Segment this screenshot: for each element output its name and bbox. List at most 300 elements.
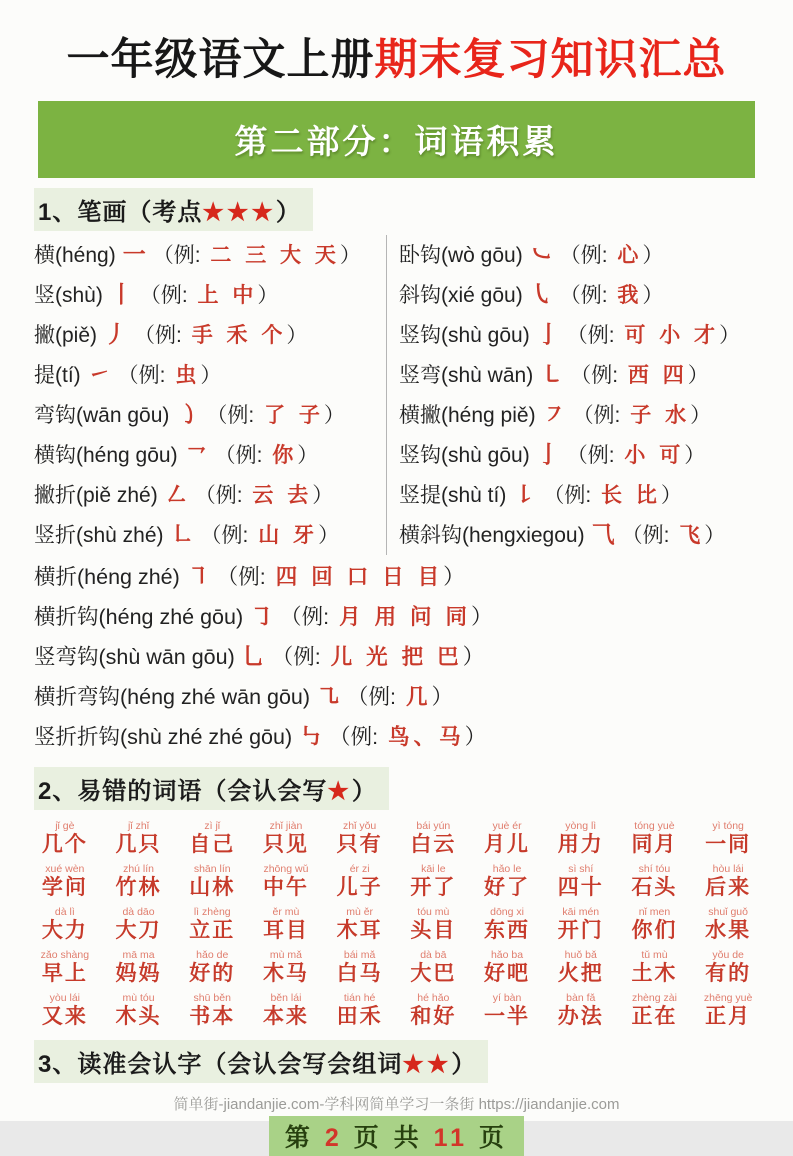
word-cell <box>249 863 323 901</box>
stroke-name: 横撇(héng piě) <box>399 404 536 427</box>
stroke-row <box>34 597 759 637</box>
example-open: （例: <box>200 524 255 547</box>
word-cell <box>323 863 397 901</box>
stroke-name: 竖折(shù zhé) <box>34 524 164 547</box>
word-pinyin: shí tóu <box>638 863 671 875</box>
word-cell <box>323 820 397 858</box>
word-hanzi: 一半 <box>484 1005 531 1028</box>
stroke-list-right-column <box>386 235 759 555</box>
example-close: ） <box>200 364 222 387</box>
example-open: （例: <box>543 484 598 507</box>
stroke-row <box>34 435 386 475</box>
example-close: ） <box>462 645 485 669</box>
word-pinyin: yǒu de <box>712 949 744 961</box>
example-open: （例: <box>329 725 385 749</box>
word-hanzi: 有的 <box>705 962 752 985</box>
example-close: ） <box>312 484 334 507</box>
word-hanzi: 学问 <box>41 876 88 899</box>
example-close: ） <box>286 324 308 347</box>
word-cell <box>618 949 692 987</box>
stroke-name: 横折钩(héng zhé gōu) <box>34 605 244 629</box>
word-cell <box>396 992 470 1030</box>
word-cell <box>396 906 470 944</box>
word-pinyin: jǐ gè <box>55 820 75 832</box>
word-pinyin: kāi mén <box>562 906 600 918</box>
example-open: （例: <box>621 524 676 547</box>
word-pinyin: huǒ bǎ <box>564 949 597 961</box>
stroke-examples: 了 子 <box>264 404 324 427</box>
stroke-row <box>399 355 759 395</box>
section-heading-2 <box>34 767 389 810</box>
example-close: ） <box>642 244 664 267</box>
stroke-examples: 二 三 大 天 <box>210 244 340 267</box>
word-cell <box>175 863 249 901</box>
word-hanzi: 火把 <box>557 962 604 985</box>
stroke-glyph: ㇁ <box>176 401 200 427</box>
word-cell <box>691 820 765 858</box>
word-hanzi: 同月 <box>631 833 678 856</box>
stroke-row <box>34 355 386 395</box>
word-cell <box>102 992 176 1030</box>
word-pinyin: bàn fǎ <box>566 992 596 1004</box>
word-cell <box>396 949 470 987</box>
stroke-name: 竖提(shù tí) <box>399 484 507 507</box>
stroke-glyph: ⺄ <box>591 521 615 547</box>
word-cell <box>618 820 692 858</box>
stroke-row <box>34 315 386 355</box>
word-hanzi: 开了 <box>410 876 457 899</box>
word-hanzi: 木耳 <box>336 919 383 942</box>
word-hanzi: 月儿 <box>484 833 531 856</box>
stroke-name: 横斜钩(hengxiegou) <box>399 524 585 547</box>
word-pinyin: tián hé <box>343 992 376 1004</box>
page-number-badge <box>269 1116 524 1156</box>
word-cell <box>618 906 692 944</box>
example-close: ） <box>257 284 279 307</box>
word-cell <box>102 949 176 987</box>
word-cell <box>28 949 102 987</box>
footer-label: 页 <box>479 1124 509 1152</box>
footer-label: 第 <box>284 1124 314 1152</box>
stroke-glyph: ㇃ <box>529 241 553 267</box>
stroke-examples: 可 小 才 <box>624 324 720 347</box>
stroke-row <box>34 235 386 275</box>
word-pinyin: zhǐ yǒu <box>343 820 377 832</box>
stroke-glyph: ㇙ <box>513 481 537 507</box>
example-close: ） <box>687 364 709 387</box>
word-hanzi: 本来 <box>262 1005 309 1028</box>
word-hanzi: 开门 <box>557 919 604 942</box>
stroke-row <box>399 315 759 355</box>
stroke-glyph: ㇂ <box>529 281 553 307</box>
word-hanzi: 大巴 <box>410 962 457 985</box>
word-hanzi: 白马 <box>336 962 383 985</box>
word-pinyin: zhōng wǔ <box>263 863 309 875</box>
word-hanzi: 立正 <box>189 919 236 942</box>
example-close: ） <box>464 725 487 749</box>
page-footer <box>0 1116 793 1156</box>
stroke-name: 竖钩(shù gōu) <box>399 324 530 347</box>
stroke-name: 竖钩(shù gōu) <box>399 444 530 467</box>
total-page-number: 11 <box>433 1124 469 1152</box>
star-icons: ★★★ <box>202 199 276 226</box>
word-pinyin: hé hǎo <box>417 992 450 1004</box>
word-pinyin: hǎo ba <box>490 949 524 961</box>
word-cell <box>102 906 176 944</box>
heading-close: ） <box>451 1051 477 1078</box>
example-open: （例: <box>347 685 402 709</box>
stroke-examples: 山 牙 <box>258 524 319 547</box>
word-hanzi: 几只 <box>115 833 162 856</box>
stroke-examples: 我 <box>617 284 643 307</box>
stroke-name: 弯钩(wān gōu) <box>34 404 170 427</box>
word-pinyin: mā ma <box>122 949 155 961</box>
stroke-name: 撇(piě) <box>34 324 98 347</box>
page-title-red: 期末复习知识汇总 <box>374 36 727 84</box>
word-hanzi: 石头 <box>631 876 678 899</box>
word-pinyin: zhèng zài <box>631 992 677 1004</box>
example-close: ） <box>339 244 361 267</box>
stroke-row <box>399 435 759 475</box>
stroke-glyph: ㇗ <box>170 521 194 547</box>
example-open: （例: <box>139 284 194 307</box>
example-open: （例: <box>117 364 172 387</box>
word-cell <box>323 992 397 1030</box>
example-close: ） <box>660 484 682 507</box>
word-pinyin: běn lái <box>270 992 302 1004</box>
stroke-glyph: 亅 <box>536 441 560 467</box>
word-hanzi: 自己 <box>189 833 236 856</box>
stroke-name: 横钩(héng gōu) <box>34 444 178 467</box>
word-cell <box>28 820 102 858</box>
example-open: （例: <box>216 565 272 589</box>
word-cell <box>175 949 249 987</box>
stroke-row <box>399 235 759 275</box>
word-cell <box>618 992 692 1030</box>
stroke-row <box>34 717 759 757</box>
word-hanzi: 木马 <box>262 962 309 985</box>
stroke-name: 提(tí) <box>34 364 81 387</box>
word-pinyin: lì zhèng <box>193 906 231 918</box>
section-heading-3 <box>34 1040 488 1083</box>
word-hanzi: 中午 <box>262 876 309 899</box>
stroke-examples: 心 <box>617 244 643 267</box>
example-close: ） <box>443 565 465 589</box>
stroke-glyph: 乚 <box>241 643 265 669</box>
stroke-examples: 飞 <box>679 524 705 547</box>
stroke-glyph: 丿 <box>104 321 128 347</box>
word-pinyin: bái mǎ <box>343 949 376 961</box>
word-pinyin: mù tóu <box>122 992 155 1004</box>
word-cell <box>470 992 544 1030</box>
word-pinyin: dà dāo <box>122 906 155 918</box>
word-pinyin: shū běn <box>193 992 231 1004</box>
word-hanzi: 水果 <box>705 919 752 942</box>
stroke-glyph: ㇈ <box>317 683 341 709</box>
word-cell <box>470 906 544 944</box>
stroke-glyph: ㇖ <box>184 441 208 467</box>
word-pinyin: zhú lín <box>123 863 154 875</box>
word-hanzi: 早上 <box>41 962 88 985</box>
section-banner: 第二部分：词语积累 <box>38 101 755 178</box>
word-hanzi: 和好 <box>410 1005 457 1028</box>
word-cell <box>691 949 765 987</box>
word-cell <box>175 992 249 1030</box>
word-hanzi: 田禾 <box>336 1005 383 1028</box>
stroke-list-left-column <box>34 235 386 555</box>
stroke-name: 卧钩(wò gōu) <box>399 244 523 267</box>
section-heading-1 <box>34 188 313 231</box>
current-page-number: 2 <box>324 1124 343 1152</box>
stroke-list-columns <box>34 235 759 555</box>
word-pinyin: zì jǐ <box>204 820 221 832</box>
word-pinyin: tǔ mù <box>641 949 668 961</box>
word-pinyin: zǎo shàng <box>40 949 90 961</box>
word-pinyin: zhēng yuè <box>703 992 753 1004</box>
heading-text: 2、易错的词语（会认会写 <box>38 778 328 805</box>
word-pinyin: yí bàn <box>492 992 522 1004</box>
word-cell <box>175 820 249 858</box>
stroke-row <box>399 475 759 515</box>
stroke-examples: 你 <box>272 444 298 467</box>
word-cell <box>691 906 765 944</box>
example-open: （例: <box>152 244 207 267</box>
heading-close: ） <box>351 778 377 805</box>
word-cell <box>544 820 618 858</box>
word-cell <box>470 949 544 987</box>
word-cell <box>544 906 618 944</box>
word-pinyin: mù mǎ <box>269 949 302 961</box>
word-cell <box>470 820 544 858</box>
watermark-text: 简单街-jiandanjie.com-学科网简单学习一条街 https://jiandanjie.com <box>173 1096 620 1113</box>
word-pinyin: shuǐ guǒ <box>708 906 748 918</box>
example-close: ） <box>431 685 454 709</box>
example-open: （例: <box>559 244 614 267</box>
stroke-row <box>34 515 386 555</box>
stroke-examples: 鸟、马 <box>388 725 465 749</box>
stroke-row <box>34 475 386 515</box>
word-hanzi: 正在 <box>631 1005 678 1028</box>
stroke-name: 横(héng) <box>34 244 116 267</box>
word-cell <box>249 906 323 944</box>
stroke-glyph: ㇆ <box>250 603 274 629</box>
example-open: （例: <box>566 444 621 467</box>
word-cell <box>102 820 176 858</box>
example-open: （例: <box>559 284 614 307</box>
word-pinyin: nǐ men <box>638 906 671 918</box>
stroke-name: 斜钩(xié gōu) <box>399 284 523 307</box>
word-hanzi: 大刀 <box>115 919 162 942</box>
star-icons: ★ <box>327 778 352 805</box>
word-hanzi: 几个 <box>41 833 88 856</box>
stroke-name: 竖弯钩(shù wān gōu) <box>34 645 235 669</box>
word-pinyin: dōng xi <box>490 906 524 918</box>
stroke-examples: 上 中 <box>197 284 258 307</box>
stroke-examples: 小 可 <box>624 444 685 467</box>
example-open: （例: <box>280 605 336 629</box>
heading-text: 3、读准会认字（会认会写会组词 <box>38 1051 403 1078</box>
example-open: （例: <box>134 324 188 347</box>
word-grid <box>28 820 765 1030</box>
stroke-examples: 西 四 <box>627 364 688 387</box>
word-hanzi: 妈妈 <box>115 962 162 985</box>
stroke-glyph: ㇇ <box>542 401 566 427</box>
stroke-glyph: ㇜ <box>164 481 188 507</box>
star-icons: ★★ <box>402 1051 452 1078</box>
stroke-glyph: ㇀ <box>87 361 111 387</box>
example-open: （例: <box>214 444 269 467</box>
word-hanzi: 只见 <box>262 833 309 856</box>
word-hanzi: 土木 <box>631 962 678 985</box>
word-cell <box>323 906 397 944</box>
word-cell <box>691 863 765 901</box>
word-hanzi: 大力 <box>41 919 88 942</box>
word-hanzi: 四十 <box>557 876 604 899</box>
word-pinyin: yòng lì <box>565 820 597 832</box>
stroke-examples: 几 <box>406 685 432 709</box>
word-cell <box>102 863 176 901</box>
stroke-row <box>34 637 759 677</box>
word-pinyin: tóu mù <box>417 906 450 918</box>
word-pinyin: yuè ér <box>492 820 522 832</box>
word-pinyin: yòu lái <box>49 992 81 1004</box>
word-cell <box>28 992 102 1030</box>
word-hanzi: 书本 <box>189 1005 236 1028</box>
word-pinyin: dà lì <box>54 906 75 918</box>
word-pinyin: sì shí <box>568 863 594 875</box>
word-hanzi: 儿子 <box>336 876 383 899</box>
stroke-glyph: ㇕ <box>186 563 210 589</box>
word-pinyin: hǎo le <box>492 863 522 875</box>
word-hanzi: 山林 <box>189 876 236 899</box>
word-hanzi: 一同 <box>705 833 752 856</box>
word-cell <box>396 863 470 901</box>
page-title-black: 一年级语文上册 <box>66 36 375 84</box>
word-hanzi: 只有 <box>336 833 383 856</box>
stroke-row <box>34 275 386 315</box>
stroke-row <box>34 677 759 717</box>
word-cell <box>249 820 323 858</box>
word-pinyin: mù ěr <box>346 906 374 918</box>
example-close: ） <box>323 404 345 427</box>
word-cell <box>618 863 692 901</box>
stroke-name: 横折(héng zhé) <box>34 565 180 589</box>
example-open: （例: <box>206 404 261 427</box>
word-hanzi: 白云 <box>410 833 457 856</box>
example-close: ） <box>704 524 726 547</box>
heading-text: 1、笔画（考点 <box>38 199 203 226</box>
word-pinyin: hǎo de <box>196 949 229 961</box>
stroke-examples: 儿 光 把 巴 <box>330 645 463 669</box>
word-pinyin: ér zi <box>349 863 370 875</box>
stroke-examples: 子 水 <box>630 404 691 427</box>
word-pinyin: dà bā <box>420 949 447 961</box>
word-cell <box>544 949 618 987</box>
word-pinyin: kāi le <box>421 863 446 875</box>
stroke-glyph: ㇉ <box>299 723 323 749</box>
word-pinyin: tóng yuè <box>634 820 675 832</box>
word-hanzi: 木头 <box>115 1005 162 1028</box>
word-cell <box>544 863 618 901</box>
word-hanzi: 正月 <box>705 1005 752 1028</box>
example-open: （例: <box>570 364 624 387</box>
word-hanzi: 耳目 <box>262 919 309 942</box>
example-close: ） <box>297 444 319 467</box>
word-pinyin: xué wèn <box>45 863 85 875</box>
word-cell <box>323 949 397 987</box>
stroke-name: 横折弯钩(héng zhé wān gōu) <box>34 685 311 709</box>
stroke-examples: 云 去 <box>252 484 313 507</box>
heading-close: ） <box>275 199 301 226</box>
example-close: ） <box>684 444 706 467</box>
word-pinyin: shān lín <box>193 863 231 875</box>
stroke-row <box>34 395 386 435</box>
stroke-row <box>399 395 759 435</box>
example-close: ） <box>318 524 340 547</box>
word-pinyin: ěr mù <box>272 906 300 918</box>
word-hanzi: 好的 <box>189 962 236 985</box>
word-cell <box>470 863 544 901</box>
word-pinyin: bái yún <box>416 820 451 832</box>
stroke-name: 竖折折钩(shù zhé zhé gōu) <box>34 725 293 749</box>
word-cell <box>249 992 323 1030</box>
word-hanzi: 东西 <box>484 919 531 942</box>
stroke-row <box>399 515 759 555</box>
page-title <box>0 0 793 87</box>
stroke-name: 竖弯(shù wān) <box>399 364 534 387</box>
example-open: （例: <box>271 645 327 669</box>
stroke-row <box>34 557 759 597</box>
word-hanzi: 好了 <box>484 876 531 899</box>
stroke-glyph: 一 <box>122 241 146 267</box>
stroke-examples: 手 禾 个 <box>191 324 287 347</box>
example-close: ） <box>471 605 493 629</box>
example-close: ） <box>690 404 712 427</box>
stroke-examples: 长 比 <box>601 484 661 507</box>
stroke-glyph: ㇄ <box>540 361 564 387</box>
word-cell <box>691 992 765 1030</box>
word-cell <box>396 820 470 858</box>
word-hanzi: 办法 <box>557 1005 604 1028</box>
stroke-glyph: 亅 <box>536 321 560 347</box>
word-hanzi: 好吧 <box>484 962 531 985</box>
footer-label: 页 共 <box>353 1124 423 1152</box>
stroke-name: 撇折(piě zhé) <box>34 484 158 507</box>
word-hanzi: 用力 <box>557 833 604 856</box>
word-cell <box>175 906 249 944</box>
example-close: ） <box>719 324 741 347</box>
stroke-name: 竖(shù) <box>34 284 103 307</box>
stroke-glyph: 丨 <box>109 281 133 307</box>
word-cell <box>544 992 618 1030</box>
stroke-list-full-width <box>34 557 759 757</box>
stroke-examples: 月 用 问 同 <box>339 605 472 629</box>
example-open: （例: <box>194 484 249 507</box>
word-cell <box>249 949 323 987</box>
word-cell <box>28 906 102 944</box>
stroke-row <box>399 275 759 315</box>
word-pinyin: yì tóng <box>712 820 744 832</box>
stroke-examples: 虫 <box>175 364 201 387</box>
example-close: ） <box>642 284 664 307</box>
word-hanzi: 又来 <box>41 1005 88 1028</box>
example-open: （例: <box>566 324 621 347</box>
word-pinyin: hòu lái <box>712 863 744 875</box>
word-cell <box>28 863 102 901</box>
word-hanzi: 竹林 <box>115 876 162 899</box>
word-hanzi: 你们 <box>631 919 678 942</box>
stroke-examples: 四 回 口 日 目 <box>275 565 444 589</box>
